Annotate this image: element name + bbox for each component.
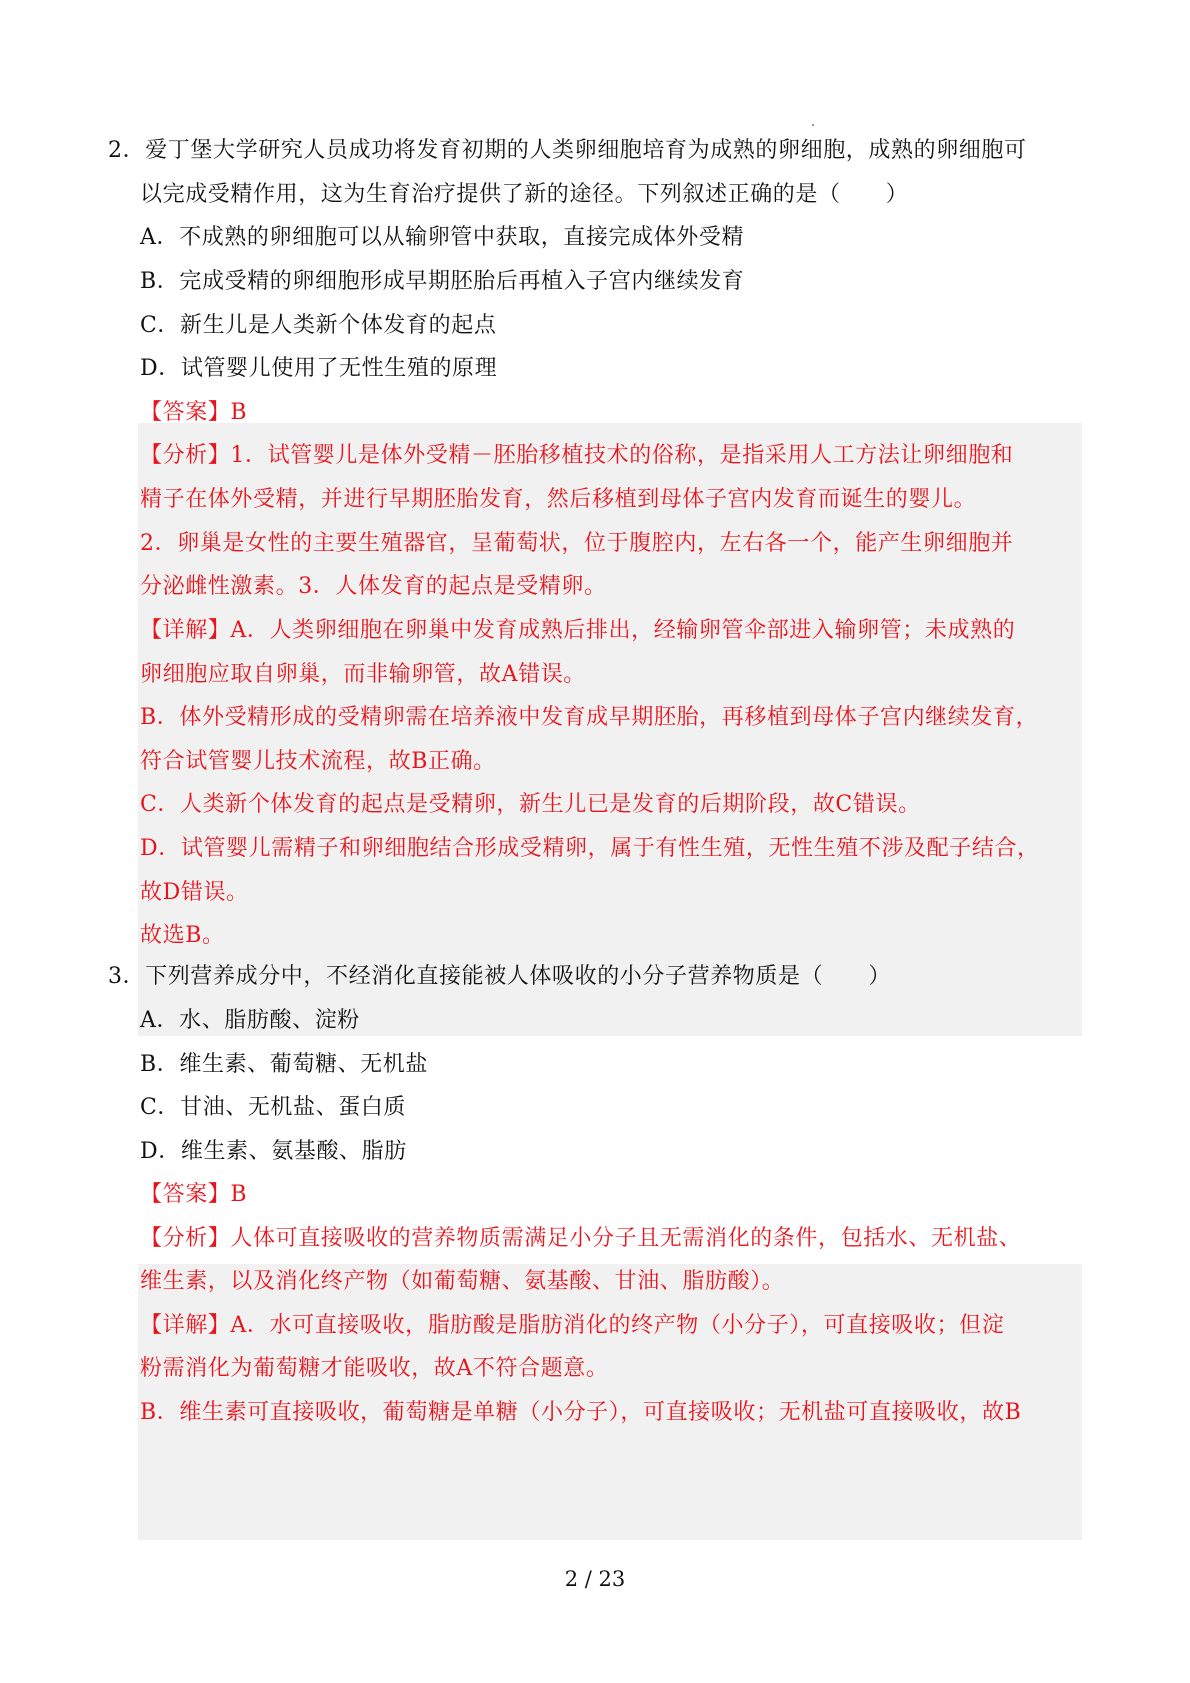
question-2-detail-line: 符合试管婴儿技术流程，故B正确。 xyxy=(140,749,496,774)
question-3-option-c: C．甘油、无机盐、蛋白质 xyxy=(140,1095,407,1120)
question-2-detail-line: B．体外受精形成的受精卵需在培养液中发育成早期胚胎，再移植到母体子宫内继续发育， xyxy=(140,705,1039,730)
question-2-option-d: D．试管婴儿使用了无性生殖的原理 xyxy=(140,356,498,381)
question-2-conclusion: 故选B。 xyxy=(140,923,225,948)
question-3-option-d: D．维生素、氨基酸、脂肪 xyxy=(140,1139,407,1164)
question-2-stem-line-1: 2．爱丁堡大学研究人员成功将发育初期的人类卵细胞培育为成熟的卵细胞，成熟的卵细胞可 xyxy=(108,138,1027,163)
question-2-analysis-line: 分泌雌性激素。3．人体发育的起点是受精卵。 xyxy=(140,574,607,599)
question-2-option-b: B．完成受精的卵细胞形成早期胚胎后再植入子宫内继续发育 xyxy=(140,269,745,294)
question-2-answer: 【答案】B xyxy=(140,400,248,425)
question-number: 2． xyxy=(108,138,146,163)
question-3-detail-line: 粉需消化为葡萄糖才能吸收，故A不符合题意。 xyxy=(140,1356,609,1381)
question-2-detail-line: C．人类新个体发育的起点是受精卵，新生儿已是发育的后期阶段，故C错误。 xyxy=(140,792,921,817)
question-2-analysis-line: 精子在体外受精，并进行早期胚胎发育，然后移植到母体子宫内发育而诞生的婴儿。 xyxy=(140,487,977,512)
page-indicator: 2 / 23 xyxy=(564,1567,626,1591)
question-3-answer: 【答案】B xyxy=(140,1182,248,1207)
question-2-analysis-line: 2．卵巢是女性的主要生殖器官，呈葡萄状，位于腹腔内，左右各一个，能产生卵细胞并 xyxy=(140,531,1014,556)
question-3-detail-line: 【详解】A．水可直接吸收，脂肪酸是脂肪消化的终产物（小分子），可直接吸收；但淀 xyxy=(140,1313,1005,1338)
question-2-detail-line: 卵细胞应取自卵巢，而非输卵管，故A错误。 xyxy=(140,662,586,687)
question-2-option-c: C．新生儿是人类新个体发育的起点 xyxy=(140,313,497,338)
question-3-detail-line: B．维生素可直接吸收，葡萄糖是单糖（小分子），可直接吸收；无机盐可直接吸收，故B xyxy=(140,1400,1022,1425)
question-2-stem-line-2: 以完成受精作用，这为生育治疗提供了新的途径。下列叙述正确的是（ ） xyxy=(140,182,909,207)
question-3-stem-line-1: 3．下列营养成分中，不经消化直接能被人体吸收的小分子营养物质是（ ） xyxy=(108,964,892,989)
question-2-detail-line: 故D错误。 xyxy=(140,880,249,905)
question-2-detail-line: D．试管婴儿需精子和卵细胞结合形成受精卵，属于有性生殖，无性生殖不涉及配子结合， xyxy=(140,836,1040,861)
question-2-option-a: A．不成熟的卵细胞可以从输卵管中获取，直接完成体外受精 xyxy=(140,225,745,250)
question-3-analysis-line: 【分析】人体可直接吸收的营养物质需满足小分子且无需消化的条件，包括水、无机盐、 xyxy=(140,1226,1022,1251)
question-2-detail-line: 【详解】A．人类卵细胞在卵巢中发育成熟后排出，经输卵管伞部进入输卵管；未成熟的 xyxy=(140,618,1016,643)
question-number: 3． xyxy=(108,964,146,989)
question-2-analysis-line: 【分析】1．试管婴儿是体外受精－胚胎移植技术的俗称，是指采用人工方法让卵细胞和 xyxy=(140,443,1014,468)
stray-dot xyxy=(812,124,814,126)
question-3-option-a: A．水、脂肪酸、淀粉 xyxy=(140,1008,360,1033)
question-3-option-b: B．维生素、葡萄糖、无机盐 xyxy=(140,1052,428,1077)
question-3-analysis-line: 维生素，以及消化终产物（如葡萄糖、氨基酸、甘油、脂肪酸）。 xyxy=(140,1269,785,1294)
